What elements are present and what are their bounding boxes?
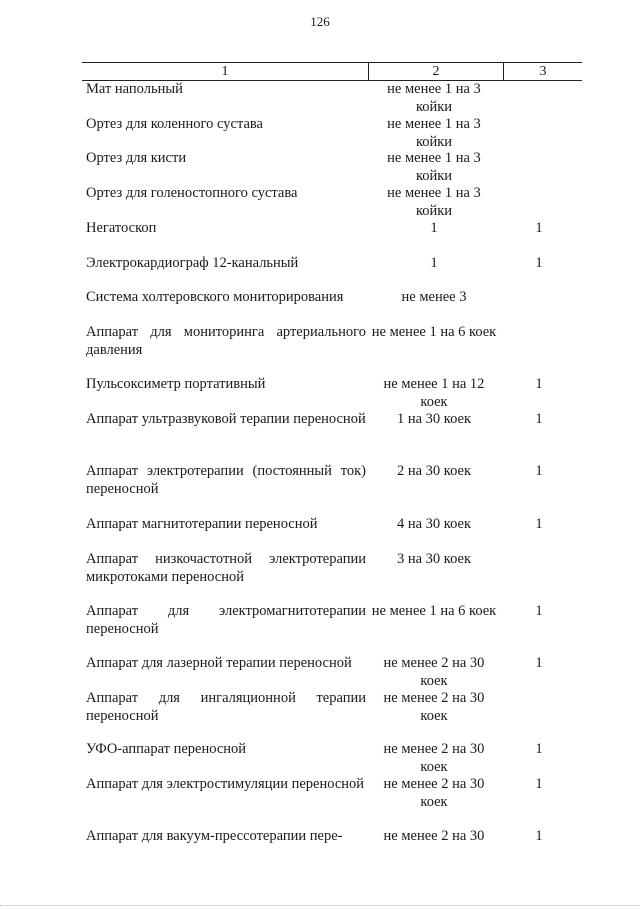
- item-quantity: не менее 2 на 30: [383, 828, 485, 844]
- item-quantity: 3 на 30 коек: [396, 551, 472, 567]
- item-name: Аппарат ультразвуковой терапии переносной: [86, 411, 366, 427]
- page-number: 126: [310, 14, 330, 29]
- item-name: УФО-аппарат переносной: [86, 741, 247, 757]
- item-name: Аппарат электротерапии (постоянный ток) переносной: [86, 463, 366, 497]
- item-quantity: не менее 2 на 30 коек: [383, 776, 485, 810]
- item-quantity: не менее 2 на 30 коек: [383, 690, 485, 724]
- item-quantity: не менее 1 на 3 койки: [387, 185, 481, 219]
- item-name: Аппарат для электростимуляции переносной: [86, 776, 365, 792]
- item-quantity: не менее 1 на 3 койки: [387, 150, 481, 184]
- item-quantity: не менее 2 на 30 коек: [383, 741, 485, 775]
- item-quantity: 1: [430, 255, 438, 271]
- item-name: Ортез для коленного сустава: [86, 116, 263, 132]
- item-quantity: не менее 1 на 6 коек: [371, 324, 497, 340]
- item-col3: 1: [535, 776, 543, 792]
- item-quantity: 2 на 30 коек: [396, 463, 472, 479]
- item-name: Ортез для голеностопного сустава: [86, 185, 298, 201]
- header-col-3: 3: [539, 64, 547, 79]
- item-name: Аппарат для электромагнитотерапии переносной: [86, 603, 366, 637]
- header-col-2: 2: [369, 63, 504, 80]
- item-col3: 1: [535, 828, 543, 844]
- item-quantity: 1: [430, 220, 438, 236]
- item-col3: 1: [535, 220, 543, 236]
- item-name: Пульсоксиметр портативный: [86, 376, 266, 392]
- item-name: Аппарат для ингаляционной терапии переносной: [86, 690, 366, 724]
- page-bottom-edge: [0, 905, 640, 907]
- item-name: Система холтеровского мониторирования: [86, 289, 344, 305]
- item-name: Аппарат для вакуум-прессотерапии пере-: [86, 828, 343, 844]
- item-col3: 1: [535, 255, 543, 271]
- item-col3: 1: [535, 411, 543, 427]
- item-name: Аппарат для мониторинга артериального давления: [86, 324, 366, 358]
- item-name: Ортез для кисти: [86, 150, 187, 166]
- item-quantity: не менее 2 на 30 коек: [383, 655, 485, 689]
- item-col3: 1: [535, 603, 543, 619]
- table-header: [82, 62, 582, 81]
- item-quantity: 4 на 30 коек: [396, 516, 472, 532]
- item-name: Аппарат низкочастотной электротерапии микротоками переносной: [86, 551, 366, 585]
- item-quantity: не менее 1 на 3 койки: [387, 116, 481, 150]
- item-col3: 1: [535, 516, 543, 532]
- item-name: Электрокардиограф 12-канальный: [86, 255, 299, 271]
- item-name: Аппарат для лазерной терапии переносной: [86, 655, 352, 671]
- item-col3: 1: [535, 741, 543, 757]
- item-name: Негатоскоп: [86, 220, 157, 236]
- item-quantity: не менее 1 на 12 коек: [383, 376, 485, 410]
- item-name: Аппарат магнитотерапии переносной: [86, 516, 318, 532]
- item-name: Мат напольный: [86, 81, 183, 97]
- item-quantity: не менее 3: [401, 289, 467, 305]
- item-quantity: 1 на 30 коек: [396, 411, 472, 427]
- header-col-1: 1: [82, 63, 369, 80]
- item-col3: 1: [535, 463, 543, 479]
- item-quantity: не менее 1 на 6 коек: [371, 603, 497, 619]
- item-col3: 1: [535, 655, 543, 671]
- item-col3: 1: [535, 376, 543, 392]
- item-quantity: не менее 1 на 3 койки: [387, 81, 481, 115]
